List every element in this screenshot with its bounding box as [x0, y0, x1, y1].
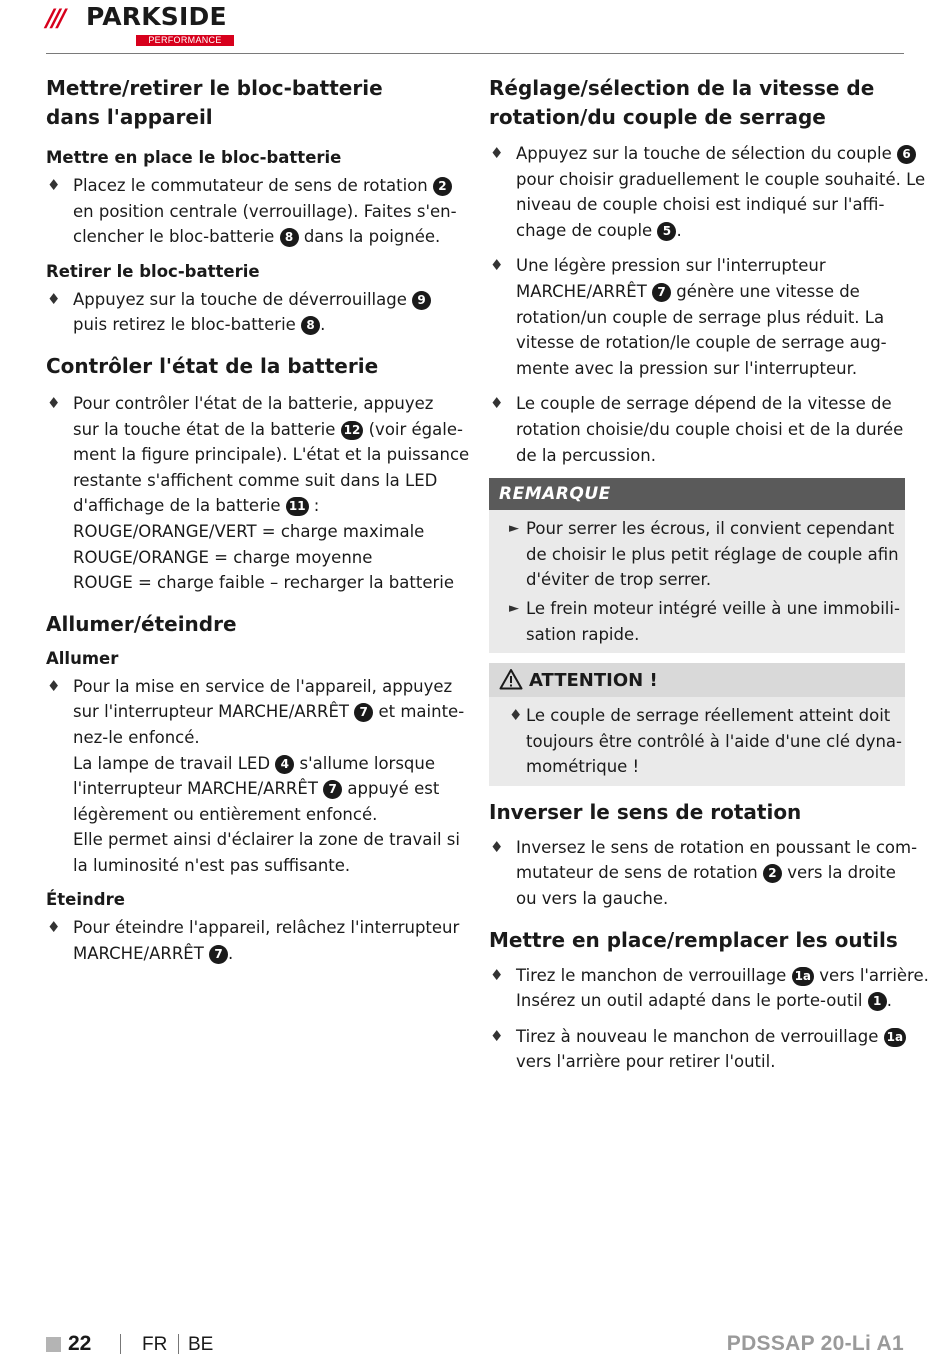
page-header [46, 0, 904, 54]
bullet-icon: ♦ [490, 1026, 504, 1045]
list-item: ► Pour serrer les écrous, il convient cependant de choisir le plus petit réglage de couple afin d'éviter de trop serrer. [499, 516, 893, 593]
ref-number-badge: 1 [868, 992, 887, 1011]
ref-number-badge: 8 [301, 316, 320, 335]
bullet-icon: ♦ [47, 289, 61, 308]
subheading-switch-off: Éteindre [46, 890, 125, 910]
page-number: 22 [68, 1332, 92, 1355]
ref-number-badge: 7 [323, 780, 342, 799]
bullet-icon: ♦ [47, 393, 61, 412]
ref-number-badge: 7 [652, 283, 671, 302]
bullet-icon: ♦ [490, 256, 504, 275]
ref-number-badge: 7 [354, 703, 373, 722]
arrow-icon: ► [509, 521, 519, 537]
language-be: BE [188, 1334, 214, 1355]
bullet-icon: ♦ [47, 176, 61, 194]
list-item: ♦ Une légère pression sur l'interrupteur MARCHE/ARRÊT 7 génère une vitesse de rotation/un couple de serrage plus réduit. La vitesse de rotation/le couple de serrage aug- mente avec la pression sur l'interrupteur. [489, 253, 905, 381]
page-footer [46, 1332, 904, 1360]
ref-number-badge: 1a [792, 967, 814, 986]
list-item: ♦ Pour contrôler l'état de la batterie, appuyez sur la touche état de la batterie 12 (voir égale- ment la figure principale). L'état et la puissance restante s'affichent comme suit dans la LED d'affichage de la batterie 11 : ROUGE/ORANGE/VERT = charge maximale ROUGE/ORANGE = charge moyenne ROUGE = charge faible – recharger la batterie [46, 391, 460, 596]
subheading-remove-battery: Retirer le bloc-batterie [46, 261, 260, 281]
left-column [46, 74, 470, 967]
logo-slashes: /// [46, 4, 64, 32]
subheading-insert-battery: Mettre en place le bloc-batterie [46, 148, 342, 167]
subheading-switch-on: Allumer [46, 648, 119, 668]
warning-triangle-icon [499, 668, 523, 690]
section-title-reverse-rotation: Inverser le sens de rotation [489, 799, 802, 824]
warning-box [489, 663, 905, 786]
ref-number-badge: 11 [286, 497, 309, 516]
ref-number-badge: 8 [280, 228, 299, 247]
bullet-icon: ♦ [509, 706, 523, 725]
section-title-on-off: Allumer/éteindre [46, 611, 237, 636]
ref-number-badge: 12 [341, 421, 364, 440]
ref-number-badge: 4 [275, 755, 294, 774]
list-item: ♦ Pour la mise en service de l'appareil, appuyez sur l'interrupteur MARCHE/ARRÊT 7 et mainte- nez-le enfoncé. La lampe de travail LED 4 s'allume lorsque l'interrupteur MARCHE/ARRÊT 7 appuyé est légèrement ou entièrement enfoncé. Elle permet ainsi d'éclairer la zone de travail si la luminosité n'est pas suffisante. [46, 674, 460, 879]
list-item: ♦ Tirez à nouveau le manchon de verrouillage 1a vers l'arrière pour retirer l'outil. [489, 1024, 905, 1075]
list-item: ♦ Appuyez sur la touche de déverrouillage 9 puis retirez le bloc-batterie 8 . [46, 287, 460, 338]
note-title: REMARQUE [489, 478, 905, 510]
bullet-icon: ♦ [490, 965, 504, 984]
section-title-battery-insert: Mettre/retirer le bloc-batterie dans l'appareil [46, 76, 383, 129]
list-item: ♦ Inversez le sens de rotation en poussant le com- mutateur de sens de rotation 2 vers la droite ou vers la gauche. [489, 835, 905, 912]
bullet-icon: ♦ [490, 394, 504, 413]
list-item: ♦ Pour éteindre l'appareil, relâchez l'interrupteur MARCHE/ARRÊT 7 . [46, 915, 460, 966]
list-item: ♦ Le couple de serrage réellement atteint doit toujours être contrôlé à l'aide d'une clé dyna- mométrique ! [499, 703, 893, 780]
language-fr: FR [142, 1334, 168, 1355]
arrow-icon: ► [509, 600, 519, 616]
warning-title: ATTENTION ! [529, 670, 658, 692]
ref-number-badge: 9 [412, 291, 431, 310]
ref-number-badge: 2 [763, 864, 782, 883]
bullet-icon: ♦ [490, 837, 504, 856]
footer-divider [120, 1334, 121, 1354]
list-item: ♦ Tirez le manchon de verrouillage 1a vers l'arrière. Insérez un outil adapté dans le porte-outil 1 . [489, 963, 905, 1014]
bullet-icon: ♦ [47, 676, 61, 695]
parkside-logo [46, 2, 246, 46]
list-item: ♦ Appuyez sur la touche de sélection du couple 6 pour choisir graduellement le couple souhaité. Le niveau de couple choisi est indiqué sur l'affi- chage de couple 5 . [489, 141, 905, 243]
ref-number-badge: 2 [433, 177, 452, 196]
ref-number-badge: 1a [884, 1028, 906, 1047]
section-title-tools: Mettre en place/remplacer les outils [489, 927, 898, 952]
list-item: ► Le frein moteur intégré veille à une immobili- sation rapide. [499, 596, 893, 647]
footer-square-icon [46, 1337, 61, 1352]
note-box [489, 478, 905, 653]
ref-number-badge: 6 [897, 145, 916, 164]
bullet-icon: ♦ [47, 918, 61, 937]
section-title-speed-torque: Réglage/sélection de la vitesse de rotation/du couple de serrage [489, 76, 875, 129]
warning-header [489, 663, 905, 697]
list-item: ♦ Le couple de serrage dépend de la vitesse de rotation choisie/du couple choisi et de la durée de la percussion. [489, 391, 905, 468]
logo-text: PARKSIDE [86, 2, 227, 31]
model-name: PDSSAP 20-Li A1 [726, 1332, 904, 1355]
logo-subtitle: PERFORMANCE [136, 35, 234, 46]
bullet-icon: ♦ [490, 144, 504, 162]
list-item: ♦ Placez le commutateur de sens de rotation 2 en position centrale (verrouillage). Faites s'en- clencher le bloc-batterie 8 dans la poignée. [46, 173, 460, 250]
ref-number-badge: 7 [209, 945, 228, 964]
section-title-battery-check: Contrôler l'état de la batterie [46, 353, 379, 378]
right-column [489, 74, 929, 1075]
footer-divider [178, 1334, 179, 1354]
ref-number-badge: 5 [657, 222, 676, 241]
